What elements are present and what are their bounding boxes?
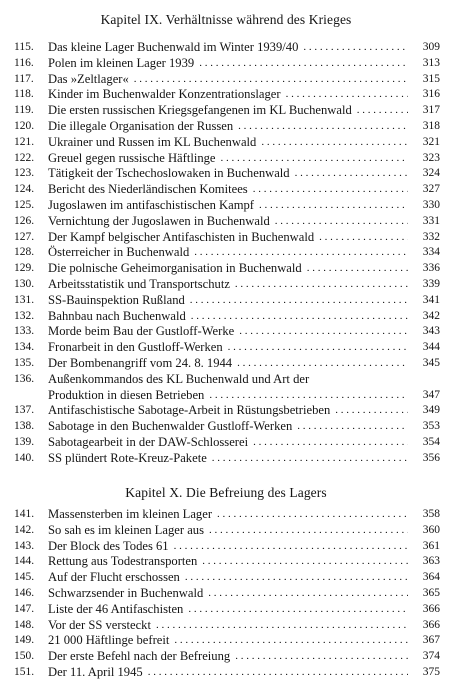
- entry-title-block: [48, 372, 440, 404]
- entry-body: [48, 87, 440, 103]
- entry-body: [48, 166, 440, 182]
- toc-entry[interactable]: [14, 135, 440, 151]
- dot-leader: [221, 151, 408, 167]
- entry-page-number: 313: [422, 56, 440, 69]
- toc-entry[interactable]: [14, 633, 440, 649]
- dot-leader: [295, 166, 408, 182]
- entry-title: Antifaschistische Sabotage-Arbeit in Rüstungsbetrieben: [48, 403, 331, 418]
- entry-body: [48, 309, 440, 325]
- entry-page-number: 339: [422, 277, 440, 290]
- entry-title: Der Block des Todes 61: [48, 538, 169, 553]
- entry-title: Bericht des Niederländischen Komitees: [48, 182, 248, 197]
- entry-title: Liste der 46 Antifaschisten: [48, 601, 184, 616]
- entry-number: 144.: [14, 555, 35, 568]
- entry-body: [48, 554, 440, 570]
- entry-title: Kinder im Buchenwalder Konzentrationslager: [48, 87, 281, 102]
- entry-body: [48, 261, 440, 277]
- entry-page-number: 342: [422, 309, 440, 322]
- entry-body: [48, 135, 440, 151]
- entry-page-number: 358: [422, 508, 440, 520]
- entry-body: [48, 119, 440, 135]
- entry-title: Der erste Befehl nach der Befreiung: [48, 649, 231, 664]
- entry-number: 133.: [14, 325, 35, 338]
- chapter-title: Kapitel X. Die Befreiung des Lagers: [125, 485, 327, 500]
- dot-leader: [357, 103, 408, 119]
- entry-number: 135.: [14, 356, 35, 369]
- dot-leader: [174, 633, 408, 649]
- dot-leader: [235, 649, 408, 665]
- entry-title-line2: [48, 388, 440, 404]
- entry-page-number: 366: [422, 618, 440, 631]
- entry-title: Morde beim Bau der Gustloff-Werke: [48, 324, 235, 339]
- toc-entry[interactable]: [14, 649, 440, 665]
- entry-body: [48, 356, 440, 372]
- toc-entry[interactable]: [14, 40, 440, 56]
- entry-number: 116.: [14, 56, 34, 69]
- toc-entry[interactable]: [14, 618, 440, 634]
- entry-title: Österreicher in Buchenwald: [48, 245, 190, 260]
- entry-title: Tätigkeit der Tschechoslowaken in Buchenwald: [48, 166, 290, 181]
- entry-body: [48, 198, 440, 214]
- entry-title: Sabotage in den Buchenwalder Gustloff-Werken: [48, 419, 293, 434]
- dot-leader: [202, 554, 408, 570]
- entry-title: Der 11. April 1945: [48, 664, 143, 679]
- entry-page-number: 321: [422, 135, 440, 148]
- entry-title: Außenkommandos des KL Buchenwald und Art der: [48, 371, 310, 386]
- entry-number: 126.: [14, 214, 35, 227]
- entry-page-number: 374: [422, 650, 440, 663]
- entry-number: 138.: [14, 420, 35, 433]
- entry-number: 141.: [14, 508, 35, 520]
- dot-leader: [319, 230, 408, 246]
- entry-body: [48, 419, 440, 435]
- entry-body: [48, 56, 440, 72]
- toc-entry[interactable]: [14, 293, 440, 309]
- entry-page-number: 361: [422, 539, 440, 552]
- entry-body: [48, 277, 440, 293]
- entry-page-number: 367: [422, 634, 440, 647]
- entry-title: Der Bombenangriff vom 24. 8. 1944: [48, 355, 233, 370]
- entry-title: Auf der Flucht erschossen: [48, 570, 180, 585]
- dot-leader: [134, 72, 408, 88]
- entry-number: 136.: [14, 372, 35, 385]
- dot-leader: [238, 119, 408, 135]
- entry-body: [48, 230, 440, 246]
- entry-body: [48, 451, 440, 467]
- entry-number: 130.: [14, 277, 35, 290]
- entry-body: [48, 586, 440, 602]
- entry-title: Schwarzsender in Buchenwald: [48, 585, 204, 600]
- entry-number: 146.: [14, 586, 35, 599]
- entry-number: 124.: [14, 183, 35, 196]
- entry-title: Vernichtung der Jugoslawen in Buchenwald: [48, 213, 270, 228]
- entry-title: So sah es im kleinen Lager aus: [48, 522, 204, 537]
- entry-body: [48, 245, 440, 261]
- entry-body: [48, 507, 440, 523]
- dot-leader: [275, 214, 408, 230]
- entry-number: 150.: [14, 650, 35, 663]
- toc-entry[interactable]: [14, 419, 440, 435]
- entry-page-number: 323: [422, 151, 440, 164]
- toc-entry[interactable]: [14, 72, 440, 88]
- entry-body: [48, 40, 440, 56]
- entry-title: Vor der SS versteckt: [48, 617, 151, 632]
- entry-page-number: 365: [422, 586, 440, 599]
- dot-leader: [190, 293, 408, 309]
- entry-body: [48, 602, 440, 618]
- entry-body: [48, 151, 440, 167]
- toc-entry[interactable]: [14, 56, 440, 72]
- toc-entry[interactable]: [14, 356, 440, 372]
- entry-number: 125.: [14, 198, 35, 211]
- toc-entry[interactable]: [14, 586, 440, 602]
- entry-number: 119.: [14, 104, 34, 117]
- entry-page-number: 336: [422, 262, 440, 275]
- entry-number: 117.: [14, 72, 34, 85]
- toc-entry[interactable]: [14, 198, 440, 214]
- entry-number: 118.: [14, 88, 34, 101]
- entry-title: SS plündert Rote-Kreuz-Pakete: [48, 450, 207, 465]
- toc-entry[interactable]: [14, 403, 440, 419]
- entry-page-number: 347: [422, 388, 440, 401]
- entry-number: 137.: [14, 404, 35, 417]
- entry-page-number: 345: [422, 356, 440, 369]
- entry-page-number: 353: [422, 420, 440, 433]
- entry-title: Ukrainer und Russen im KL Buchenwald: [48, 134, 257, 149]
- entry-title: Rettung aus Todestransporten: [48, 554, 198, 569]
- dot-leader: [253, 435, 408, 451]
- dot-leader: [148, 665, 408, 681]
- entry-page-number: 330: [422, 198, 440, 211]
- entry-number: 120.: [14, 119, 35, 132]
- entry-page-number: 363: [422, 555, 440, 568]
- entry-number: 128.: [14, 246, 35, 259]
- entry-page-number: 334: [422, 246, 440, 259]
- toc-entry[interactable]: [14, 119, 440, 135]
- toc-entry[interactable]: [14, 214, 440, 230]
- chapter-title: Kapitel IX. Verhältnisse während des Krieges: [100, 12, 352, 27]
- entry-body: [48, 539, 440, 555]
- entry-title-continued: Produktion in diesen Betrieben: [48, 387, 205, 402]
- entry-page-number: 327: [422, 183, 440, 196]
- entry-body: [48, 182, 440, 198]
- toc-list: [14, 40, 440, 467]
- entry-body: [48, 649, 440, 665]
- entry-body: [48, 403, 440, 419]
- entry-body: [48, 324, 440, 340]
- entry-page-number: 344: [422, 341, 440, 354]
- entry-page-number: 309: [422, 41, 440, 53]
- entry-title: SS-Bauinspektion Rußland: [48, 292, 185, 307]
- toc-entry[interactable]: [14, 182, 440, 198]
- toc-entry[interactable]: [14, 87, 440, 103]
- toc-entry[interactable]: [14, 554, 440, 570]
- entry-number: 140.: [14, 451, 35, 464]
- entry-title: Die illegale Organisation der Russen: [48, 118, 234, 133]
- toc-entry[interactable]: [14, 523, 440, 539]
- entry-body: [48, 72, 440, 88]
- toc-entry[interactable]: [14, 166, 440, 182]
- dot-leader: [191, 309, 408, 325]
- entry-number: 143.: [14, 539, 35, 552]
- entry-number: 142.: [14, 523, 35, 536]
- dot-leader: [237, 356, 408, 372]
- dot-leader: [228, 340, 408, 356]
- entry-title: Sabotagearbeit in der DAW-Schlosserei: [48, 434, 249, 449]
- entry-body: [48, 665, 440, 681]
- entry-page-number: 364: [422, 571, 440, 584]
- entry-page-number: 331: [422, 214, 440, 227]
- toc-entry[interactable]: [14, 507, 440, 523]
- toc-list: [14, 507, 440, 681]
- entry-title: Greuel gegen russische Häftlinge: [48, 150, 216, 165]
- entry-page-number: 356: [422, 451, 440, 464]
- entry-page-number: 324: [422, 167, 440, 180]
- entry-number: 127.: [14, 230, 35, 243]
- entry-body: [48, 435, 440, 451]
- entry-title: Der Kampf belgischer Antifaschisten in Buchenwald: [48, 229, 315, 244]
- dot-leader: [297, 419, 408, 435]
- dot-leader: [307, 261, 408, 277]
- entry-number: 121.: [14, 135, 35, 148]
- entry-number: 151.: [14, 665, 35, 678]
- entry-title: 21 000 Häftlinge befreit: [48, 633, 170, 648]
- entry-body: [48, 293, 440, 309]
- entry-number: 149.: [14, 634, 35, 647]
- dot-leader: [261, 135, 408, 151]
- entry-title: Die polnische Geheimorganisation in Buchenwald: [48, 261, 302, 276]
- dot-leader: [188, 602, 408, 618]
- entry-page-number: 354: [422, 435, 440, 448]
- entry-title: Arbeitsstatistik und Transportschutz: [48, 276, 230, 291]
- toc-entry[interactable]: [14, 435, 440, 451]
- entry-number: 131.: [14, 293, 35, 306]
- toc-entry[interactable]: [14, 602, 440, 618]
- toc-entry[interactable]: [14, 309, 440, 325]
- entry-number: 122.: [14, 151, 35, 164]
- dot-leader: [259, 198, 408, 214]
- dot-leader: [194, 245, 408, 261]
- toc-entry[interactable]: [14, 372, 440, 404]
- entry-number: 134.: [14, 341, 35, 354]
- dot-leader: [303, 40, 408, 56]
- entry-page-number: 332: [422, 230, 440, 243]
- toc-entry[interactable]: [14, 103, 440, 119]
- entry-page-number: 318: [422, 119, 440, 132]
- entry-title: Fronarbeit in den Gustloff-Werken: [48, 340, 223, 355]
- entry-body: [48, 103, 440, 119]
- dot-leader: [209, 388, 408, 404]
- entry-title: Bahnbau nach Buchenwald: [48, 308, 186, 323]
- toc-entry[interactable]: [14, 665, 440, 681]
- dot-leader: [185, 570, 408, 586]
- dot-leader: [209, 523, 408, 539]
- entry-title: Massensterben im kleinen Lager: [48, 507, 213, 521]
- entry-body: [48, 523, 440, 539]
- dot-leader: [235, 277, 408, 293]
- entry-title: Das kleine Lager Buchenwald im Winter 1939/40: [48, 40, 299, 54]
- entry-page-number: 341: [422, 293, 440, 306]
- dot-leader: [212, 451, 408, 467]
- entry-title: Die ersten russischen Kriegsgefangenen im KL Buchenwald: [48, 103, 352, 118]
- entry-number: 132.: [14, 309, 35, 322]
- entry-body: [48, 618, 440, 634]
- entry-number: 148.: [14, 618, 35, 631]
- entry-number: 115.: [14, 41, 34, 53]
- entry-body: [48, 214, 440, 230]
- dot-leader: [156, 618, 408, 634]
- entry-body: [48, 340, 440, 356]
- entry-page-number: 366: [422, 602, 440, 615]
- entry-body: [48, 633, 440, 649]
- entry-number: 139.: [14, 435, 35, 448]
- entry-title: Das »Zeltlager«: [48, 71, 129, 86]
- dot-leader: [208, 586, 408, 602]
- entry-title: Polen im kleinen Lager 1939: [48, 55, 195, 70]
- toc-entry[interactable]: [14, 570, 440, 586]
- toc-entry[interactable]: [14, 151, 440, 167]
- entry-body: [48, 570, 440, 586]
- toc-entry[interactable]: [14, 340, 440, 356]
- entry-page-number: 317: [422, 104, 440, 117]
- toc-entry[interactable]: [14, 245, 440, 261]
- entry-page-number: 315: [422, 72, 440, 85]
- toc-entry[interactable]: [14, 230, 440, 246]
- entry-number: 147.: [14, 602, 35, 615]
- entry-number: 129.: [14, 262, 35, 275]
- dot-leader: [217, 507, 408, 523]
- dot-leader: [174, 539, 408, 555]
- toc-entry[interactable]: [14, 324, 440, 340]
- entry-page-number: 343: [422, 325, 440, 338]
- dot-leader: [199, 56, 408, 72]
- dot-leader: [286, 87, 408, 103]
- toc-entry[interactable]: [14, 451, 440, 467]
- toc-entry[interactable]: [14, 277, 440, 293]
- dot-leader: [335, 403, 408, 419]
- toc-entry[interactable]: [14, 539, 440, 555]
- entry-title: Jugoslawen im antifaschistischen Kampf: [48, 197, 255, 212]
- entry-number: 123.: [14, 167, 35, 180]
- dot-leader: [253, 182, 408, 198]
- toc-entry[interactable]: [14, 261, 440, 277]
- entry-page-number: 360: [422, 523, 440, 536]
- dot-leader: [239, 324, 408, 340]
- entry-page-number: 316: [422, 88, 440, 101]
- entry-page-number: 375: [422, 665, 440, 678]
- entry-number: 145.: [14, 571, 35, 584]
- entry-page-number: 349: [422, 404, 440, 417]
